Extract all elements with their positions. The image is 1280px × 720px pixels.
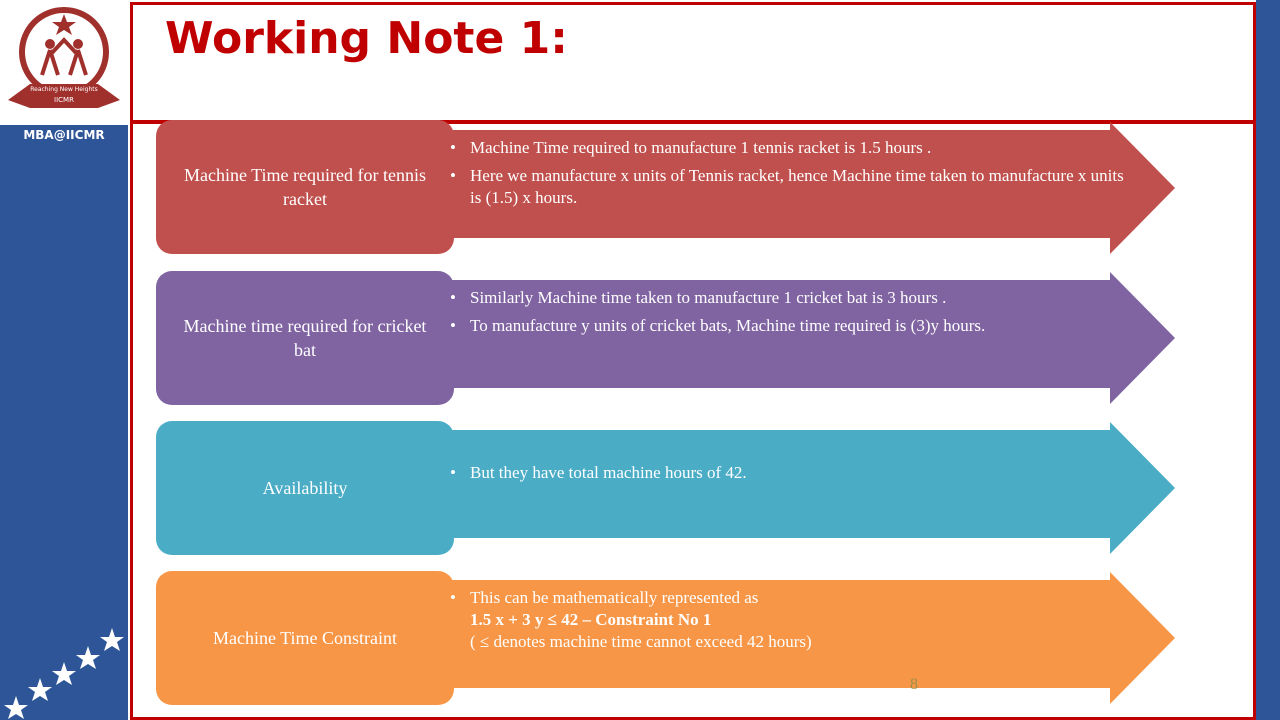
row-2-text [470, 287, 1130, 343]
constraint-note: ( ≤ denotes machine time cannot exceed 42 hours) [470, 632, 812, 651]
list-item: • Here we manufacture x units of Tennis racket, hence Machine time taken to manufacture x units is (1.5) x hours. [470, 165, 1130, 209]
list-item [470, 587, 1130, 653]
logo [0, 0, 128, 125]
row-4-text [470, 587, 1130, 653]
row-1-label: Machine Time required for tennis racket [156, 120, 454, 254]
row-3-text [470, 462, 1130, 490]
row-4-bullet: This can be mathematically represented as [470, 588, 759, 607]
list-item: • Similarly Machine time taken to manufacture 1 cricket bat is 3 hours . [470, 287, 1130, 309]
row-1-text [470, 137, 1130, 215]
row-3-label: Availability [156, 421, 454, 555]
iicmr-logo-icon [0, 0, 128, 122]
stars-decoration-icon [0, 620, 130, 720]
row-2-label: Machine time required for cricket bat [156, 271, 454, 405]
list-item: • Machine Time required to manufacture 1 tennis racket is 1.5 hours . [470, 137, 1130, 159]
list-item: • But they have total machine hours of 42. [470, 462, 1130, 484]
right-band [1256, 0, 1280, 720]
list-item: • To manufacture y units of cricket bats, Machine time required is (3)y hours. [470, 315, 1130, 337]
page-number: 8 [910, 676, 918, 693]
constraint-formula: 1.5 x + 3 y ≤ 42 – Constraint No 1 [470, 610, 712, 629]
page-title: Working Note 1: [165, 13, 568, 64]
svg-text:IICMR: IICMR [54, 96, 74, 104]
svg-text:Reaching New Heights: Reaching New Heights [30, 86, 98, 93]
row-4-label: Machine Time Constraint [156, 571, 454, 705]
brand-tag: MBA@IICMR [23, 128, 105, 142]
